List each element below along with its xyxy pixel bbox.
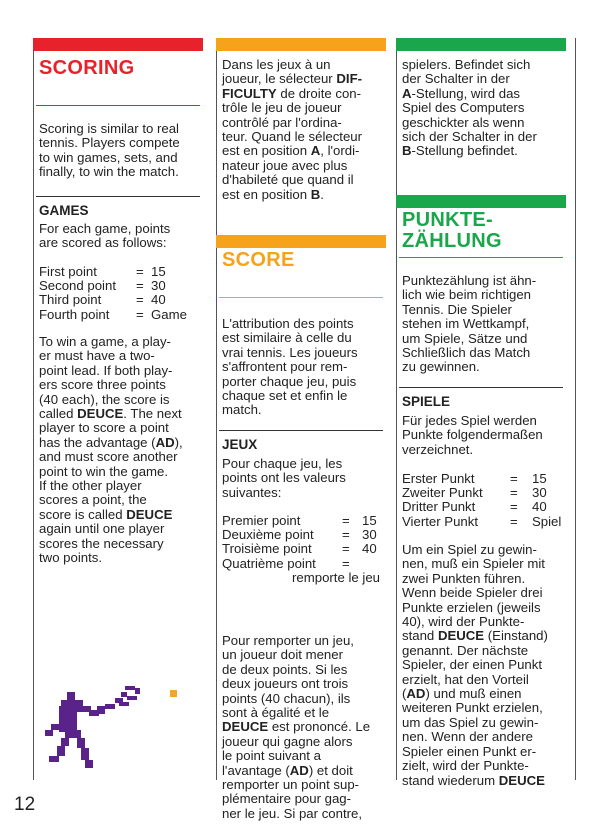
difficulty-text-de: spielers. Befindet sich der Schalter in der A-Stellung, wird das Spiel des Computers geschickter als wenn sich der Schalter in der B-Stellung befindet. xyxy=(402,57,537,159)
equals-sign: = xyxy=(342,513,350,528)
point-label: Deuxième point xyxy=(222,527,314,543)
section-rule xyxy=(219,430,383,431)
point-value: 30 xyxy=(532,485,547,501)
english-column xyxy=(33,38,203,780)
orange-header-bar xyxy=(216,38,386,51)
orange-section-bar xyxy=(216,235,386,248)
point-label: Vierter Punkt xyxy=(402,513,478,529)
point-value: 15 xyxy=(151,264,166,279)
tennis-ball xyxy=(170,690,177,697)
page-number: 12 xyxy=(14,794,36,815)
section-rule xyxy=(36,196,200,197)
french-column xyxy=(216,38,386,821)
table-row xyxy=(39,279,197,293)
point-value: 40 xyxy=(362,541,377,557)
point-value: 15 xyxy=(362,513,377,528)
point-label: Second point xyxy=(39,278,116,294)
red-header-bar xyxy=(33,38,203,51)
scoring-title: SCORING xyxy=(39,57,135,79)
point-value: Spiel xyxy=(532,513,562,529)
scoring-intro: Scoring is similar to real tennis. Players compete to win games, sets, and finally, to win the match. xyxy=(39,121,180,180)
title-rule xyxy=(399,257,563,258)
equals-sign: = xyxy=(510,513,518,529)
games-heading: GAMES xyxy=(39,203,89,218)
games-intro: For each game, points are scored as follows: xyxy=(39,221,171,251)
spiele-rules-text: Um ein Spiel zu gewin- nen, muß ein Spieler mit zwei Punkten führen. Wenn beide Spieler drei Punkte erzielen (jeweils 40), wird der Punkte- stand DEUCE (Einstand) genannt. Der nächste Spieler, der einen Punkt erzielt, hat den Vorteil (AD) und muß einen weiteren Punkt erzielen, um das Spiel zu gewin- nen. Wenn der andere Spieler einen Punkt er- zielt, wird der Punkte- stand wiederum DEUCE xyxy=(402,542,548,788)
point-value: 30 xyxy=(362,527,377,543)
punktezaehlung-title: PUNKTE- ZÄHLUNG xyxy=(402,209,502,252)
games-rules-text: To win a game, a play- er must have a two- point lead. If both play- ers score three points (40 each), the score is called DEUCE. The next player to score a point has the advantage (AD), and must score another point to win the game. If the other player scores a point, the score is called DEUCE again until one player scores the necessary two points. xyxy=(39,334,183,566)
table-row xyxy=(222,557,380,571)
table-row xyxy=(402,500,560,514)
point-label: Quatrième point xyxy=(222,555,316,571)
table-row xyxy=(222,571,380,585)
german-column xyxy=(396,38,566,788)
equals-sign: = xyxy=(136,264,144,279)
table-row xyxy=(39,308,197,322)
table-row xyxy=(222,514,380,528)
spiele-intro: Für jedes Spiel werden Punkte folgendermaßen verzeichnet. xyxy=(402,413,543,457)
point-label: Erster Punkt xyxy=(402,471,475,486)
points-table-fr xyxy=(222,514,380,585)
table-row xyxy=(222,542,380,556)
point-value: 40 xyxy=(151,292,166,308)
equals-sign: = xyxy=(342,555,350,571)
points-table xyxy=(39,265,197,322)
point-value: 15 xyxy=(532,471,547,486)
table-row xyxy=(39,293,197,307)
green-section-bar xyxy=(396,195,566,208)
section-rule xyxy=(399,387,563,388)
point-label: Troisième point xyxy=(222,541,312,557)
punktezaehlung-intro: Punktezählung ist ähn- lich wie beim richtigen Tennis. Die Spieler stehen im Wettkampf, um Spiele, Sätze und Schließlich das Match zu gewinnen. xyxy=(402,273,537,375)
equals-sign: = xyxy=(342,541,350,557)
table-row xyxy=(402,515,560,529)
point-value: 30 xyxy=(151,278,166,294)
jeux-intro: Pour chaque jeu, les points ont les valeurs suivantes: xyxy=(222,456,346,500)
point-label: Dritter Punkt xyxy=(402,499,476,515)
green-header-bar xyxy=(396,38,566,51)
equals-sign: = xyxy=(342,527,350,543)
equals-sign: = xyxy=(136,278,144,294)
equals-sign: = xyxy=(136,306,144,322)
title-rule xyxy=(219,297,383,298)
points-table-de xyxy=(402,472,560,529)
point-value: Game xyxy=(151,306,187,322)
column-rule xyxy=(575,38,576,780)
tennis-player-illustration xyxy=(39,684,144,780)
point-label: Zweiter Punkt xyxy=(402,485,483,501)
equals-sign: = xyxy=(510,499,518,515)
table-row xyxy=(222,528,380,542)
table-row xyxy=(402,486,560,500)
spiele-heading: SPIELE xyxy=(402,394,451,409)
score-intro: L'attribution des points est similaire à celle du vrai tennis. Les joueurs s'affrontent pour rem- porter chaque jeu, puis chaque set et enfin le match. xyxy=(222,316,358,418)
difficulty-text-fr: Dans les jeux à un joueur, le sélecteur DIF- FICULTY de droite con- trôle le jeu de joueur contrôlé par l'ordina- teur. Quand le sélecteur est en position A, l'ordi- nateur joue avec plus d'habileté que quand il est en position B. xyxy=(222,57,363,202)
point-label: Third point xyxy=(39,292,102,308)
remporte-text: remporte le jeu xyxy=(292,569,380,585)
equals-sign: = xyxy=(136,292,144,308)
table-row xyxy=(39,265,197,279)
point-value: 40 xyxy=(532,499,547,515)
score-title: SCORE xyxy=(222,249,295,271)
point-label: First point xyxy=(39,264,97,279)
point-label: Fourth point xyxy=(39,306,110,322)
table-row xyxy=(402,472,560,486)
title-rule xyxy=(36,105,200,106)
equals-sign: = xyxy=(510,485,518,501)
jeux-heading: JEUX xyxy=(222,437,258,452)
jeux-rules-text: Pour remporter un jeu, un joueur doit mener de deux points. Si les deux joueurs ont trois points (40 chacun), ils sont à égalité et le DEUCE est prononcé. Le joueur qui gagne alors le point suivant a l'avantage (AD) et doit remporter un point sup- plémentaire pour gag- ner le jeu. Si par contre, xyxy=(222,633,371,821)
equals-sign: = xyxy=(510,471,518,486)
point-value xyxy=(362,557,380,571)
point-label: Premier point xyxy=(222,513,301,528)
